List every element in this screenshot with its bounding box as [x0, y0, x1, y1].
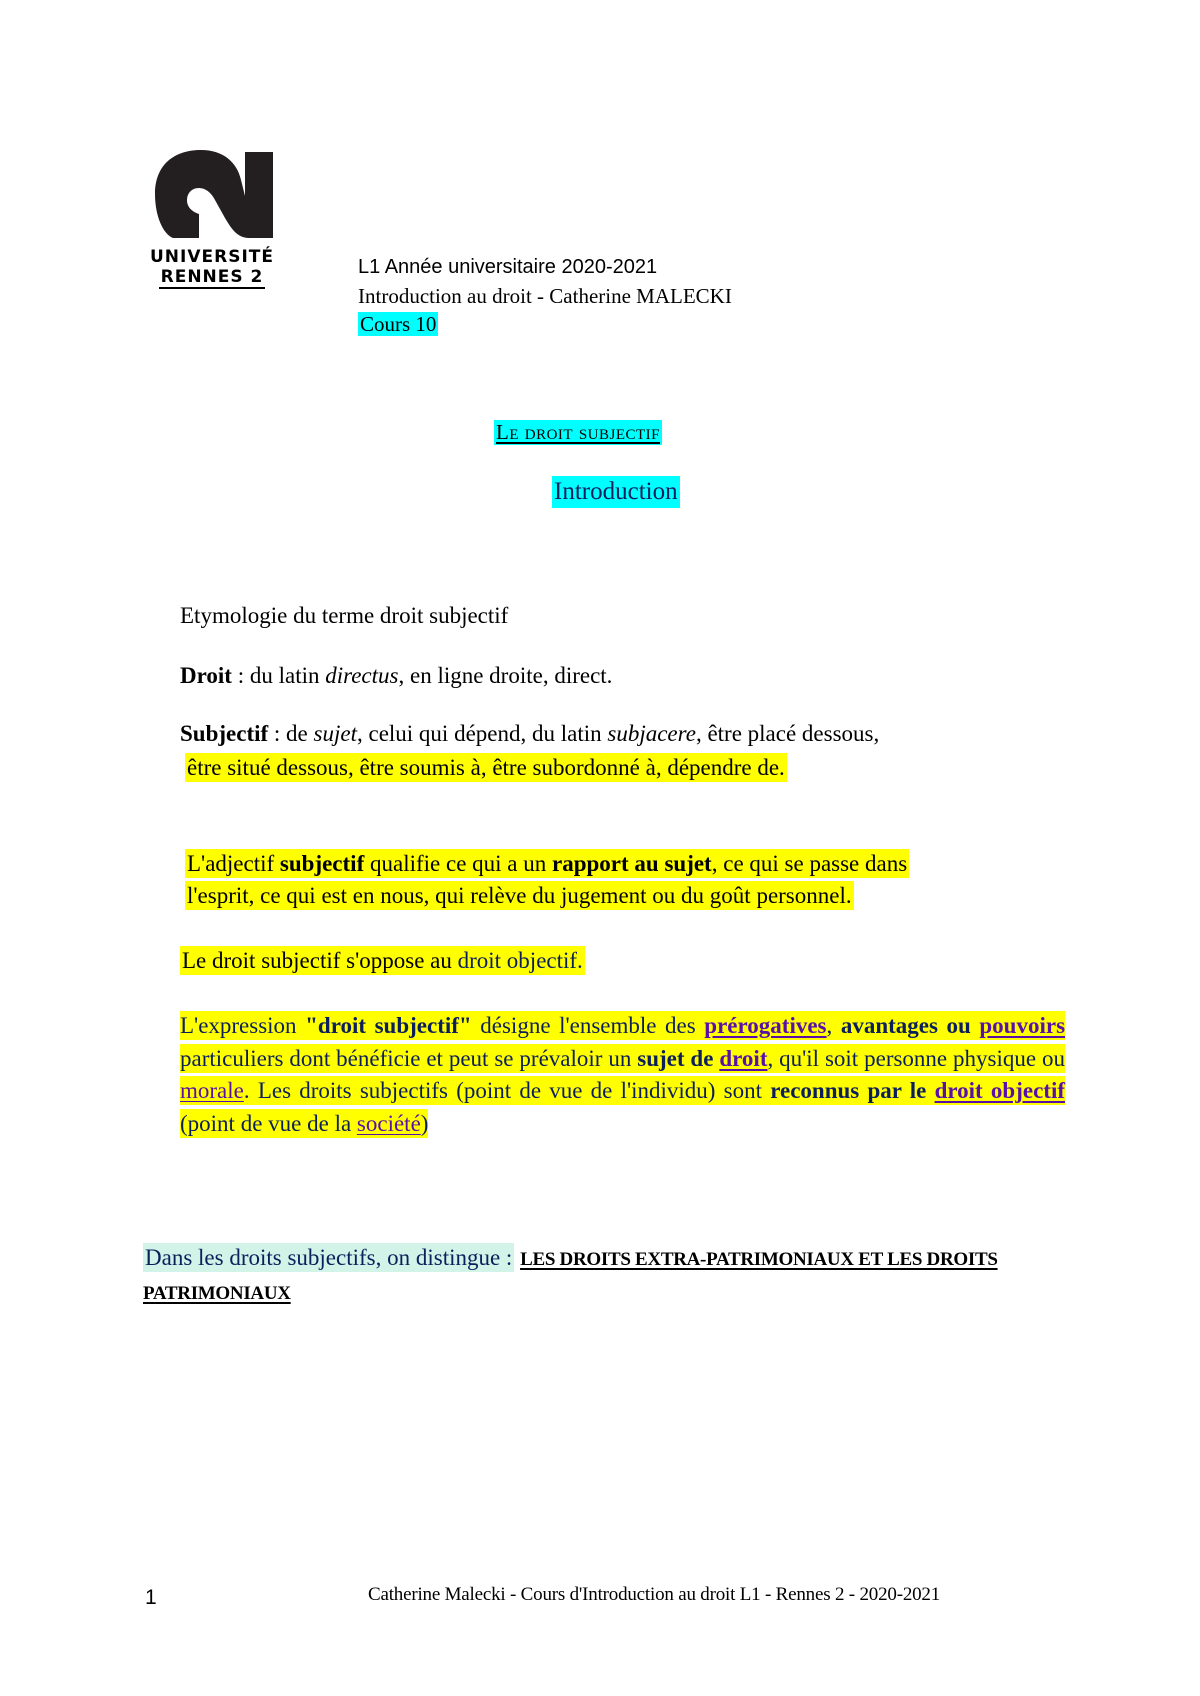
text: particuliers dont bénéficie et peut se prévaloir un — [180, 1045, 638, 1071]
logo-line-rennes2: RENNES 2 — [160, 267, 264, 287]
text: : du latin — [231, 663, 326, 688]
latin-directus: directus — [325, 663, 399, 688]
course-title: Introduction au droit - Catherine MALECKI — [358, 284, 732, 308]
text: L'expression — [180, 1013, 306, 1038]
droit-objectif-text: droit objectif. — [457, 948, 583, 973]
link-droit[interactable]: droit — [719, 1045, 768, 1071]
document-title: Le droit subjectif — [496, 420, 661, 444]
etymology-droit — [180, 660, 612, 692]
text: désigne l'ensemble des — [471, 1013, 705, 1038]
adjectif-paragraph — [185, 848, 909, 912]
page-number: 1 — [145, 1586, 157, 1609]
text: , celui qui dépend, du latin — [356, 721, 608, 746]
bold-avantages-ou: avantages ou — [840, 1013, 980, 1038]
term-subjectif: Subjectif — [180, 721, 269, 746]
expression-paragraph — [180, 1010, 1065, 1140]
term-droit: Droit — [180, 663, 232, 688]
text: , être placé dessous, — [695, 721, 880, 746]
etymology-subjectif-highlight — [185, 752, 787, 784]
lesson-label — [358, 310, 438, 338]
text: L'adjectif — [187, 851, 280, 876]
academic-year: L1 Année universitaire 2020-2021 — [358, 256, 658, 278]
link-droit-objectif[interactable]: droit objectif — [934, 1078, 1065, 1103]
page-footer: Catherine Malecki - Cours d'Introduction au droit L1 - Rennes 2 - 2020-2021 — [368, 1584, 941, 1605]
section-heading: Introduction — [552, 476, 680, 508]
logo-line-universite: UNIVERSITÉ — [150, 247, 274, 267]
highlighted-text: être situé dessous, être soumis à, être subordonné à, dépendre de. — [187, 755, 785, 780]
link-societe[interactable]: société — [356, 1110, 421, 1136]
distinction-categories: LES DROITS EXTRA-PATRIMONIAUX ET LES DROITS PATRIMONIAUX — [143, 1249, 998, 1304]
link-morale[interactable]: morale — [180, 1078, 244, 1103]
text: (point de vue de la — [180, 1110, 357, 1136]
bold-subjectif: subjectif — [279, 851, 365, 876]
text: qualifie ce qui a un — [364, 851, 552, 876]
text: , — [826, 1013, 841, 1038]
oppose-sentence — [180, 945, 585, 977]
bold-droit-subjectif: "droit subjectif" — [305, 1013, 472, 1038]
etymology-subjectif — [180, 718, 879, 750]
bold-sujet-de: sujet de — [637, 1045, 720, 1071]
university-logo — [145, 146, 279, 286]
link-prerogatives[interactable]: prérogatives — [704, 1013, 827, 1038]
text: , ce qui se passe dans — [711, 851, 908, 876]
logo-text — [145, 247, 279, 289]
link-pouvoirs[interactable]: pouvoirs — [979, 1013, 1066, 1038]
rennes2-logo-icon — [145, 146, 279, 242]
text: , en ligne droite, direct. — [398, 663, 613, 688]
bold-reconnus-par-le: reconnus par le — [770, 1078, 935, 1103]
bold-rapport-au-sujet: rapport au sujet — [552, 851, 712, 876]
text: Le droit subjectif s'oppose au — [182, 948, 458, 973]
etymology-heading: Etymologie du terme droit subjectif — [180, 603, 509, 628]
text: : de — [268, 721, 314, 746]
text: , qu'il soit personne physique ou — [767, 1045, 1065, 1071]
lesson-badge: Cours 10 — [360, 312, 437, 336]
latin-subjacere: subjacere — [607, 721, 696, 746]
word-sujet: sujet — [313, 721, 357, 746]
text: l'esprit, ce qui est en nous, qui relève du jugement ou du goût personnel. — [187, 883, 852, 908]
distinction-lead: Dans les droits subjectifs, on distingue : — [145, 1245, 513, 1270]
distinction-paragraph — [143, 1242, 1073, 1310]
text: . Les droits subjectifs (point de vue de l'individu) sont — [243, 1078, 771, 1103]
text: ) — [420, 1110, 429, 1136]
